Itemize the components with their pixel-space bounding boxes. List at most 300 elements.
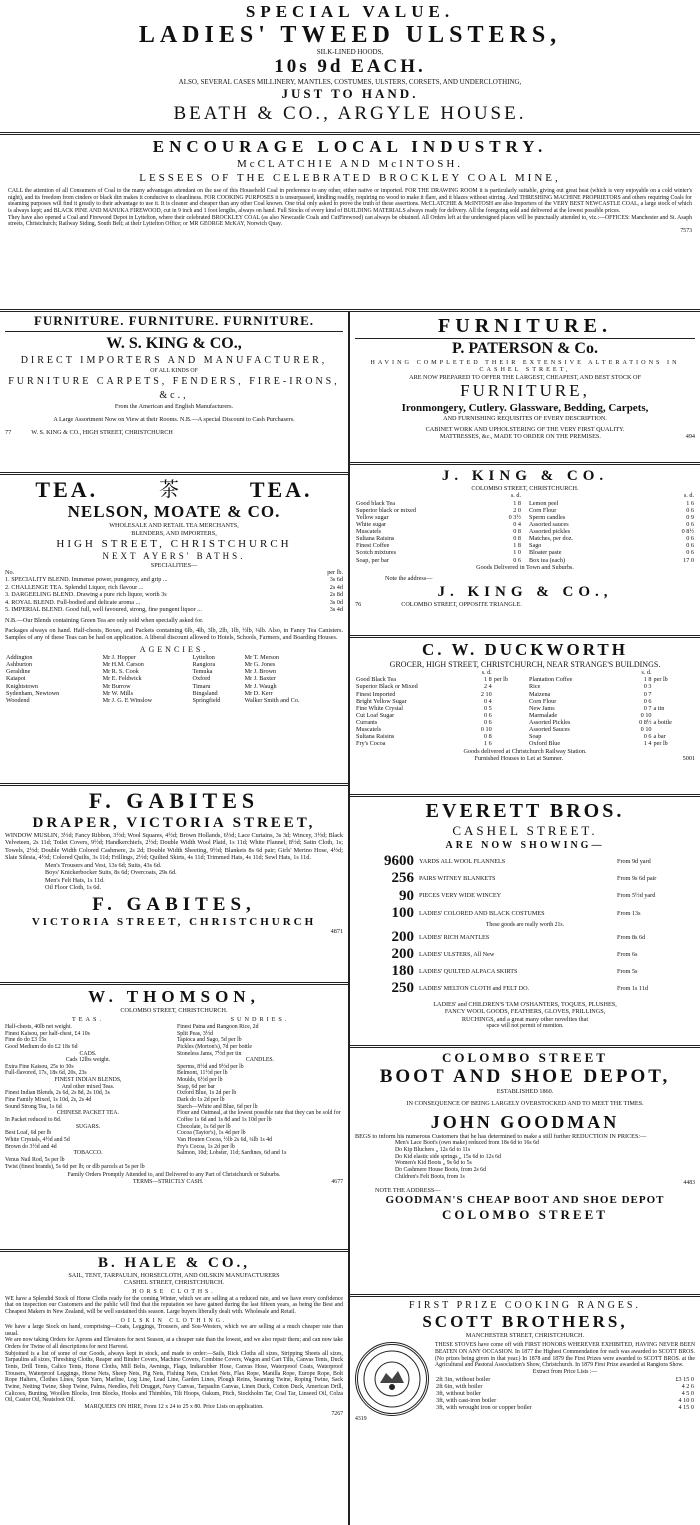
coal-body-2: They have also opened a Coal and Firewood Depot in Lyttelton, where their celebrated BROCKLEY COAL (as also Newcastle Coals and CutFirewood) can always be obtained. All Orders left at the undersigned places will be punctually attended to, viz.:—OFFICES: Manchester and St. Asaph streets, Christchurch; Railway Siding, South Belt; at their Lyttelton Office; or MR GEORGE McKAY, Norwich Quay. [8, 214, 692, 228]
table-row [5, 683, 343, 690]
table-cell: 0 6 [643, 697, 652, 705]
paterson-ad [350, 312, 700, 462]
ad-number: 4319 [355, 1416, 367, 1423]
everett-name: EVERETT BROS. [425, 800, 625, 822]
table-cell: Assorted Sauces [529, 726, 570, 734]
list-item: Fry's Cocoa, 1s 2d per lb [177, 1143, 235, 1150]
table-header-row [355, 669, 522, 676]
ad-number: 494 [685, 433, 695, 441]
table-cell: Box tea (each) [529, 556, 566, 564]
ad-number: 76 [355, 600, 362, 608]
king-goods: FURNITURE CARPETS, FENDERS, FIRE-IRONS, &c., [8, 375, 340, 401]
list-item: Coffee 1s 6d and 1s 8d and 1s 10d per lb [177, 1117, 272, 1124]
thomson-terms: TERMS—STRICTLY CASH. [133, 1178, 204, 1185]
hale-ad [0, 1252, 348, 1419]
table-row [5, 675, 343, 682]
table-cell: 0 6 [483, 711, 492, 719]
price-line: 10s 9d EACH. [274, 56, 426, 78]
list-item: Split Peas, 3½d [177, 1030, 214, 1037]
table-cell: 0 6 [686, 542, 694, 550]
tea-no-label: No. [5, 568, 15, 576]
table-cell: 4 15 0 [678, 1404, 694, 1412]
king-address: W. S. KING & CO., HIGH STREET, CHRISTCHURCH [31, 429, 173, 437]
table-row [5, 654, 343, 661]
list-item: Tapioca and Sago, 5d per lb [177, 1037, 242, 1044]
everett-foot-2: FANCY WOOL GOODS, FEATHERS, GLOVES, FRILLINGS, [444, 1008, 606, 1016]
table-cell: Finest Imported [356, 690, 396, 698]
list-item: FINEST INDIAN BLENDS, [54, 1077, 122, 1084]
table-cell: 0 4 [513, 520, 521, 528]
table-cell [493, 691, 522, 698]
table-cell: 1 8 [643, 676, 652, 684]
chinese-character-icon: 茶 [158, 478, 179, 501]
first-prize: FIRST PRIZE COOKING RANGES. [409, 1300, 641, 1311]
table-cell: 0 6 [513, 556, 521, 564]
table-cell: Oxford [192, 675, 211, 683]
boot-consequence: IN CONSEQUENCE OF BEING LARGELY OVERSTOCKED AND TO MEET THE TIMES. [406, 1100, 644, 1108]
left-column [0, 312, 348, 1525]
table-row [528, 698, 695, 705]
table-cell: s. d. [510, 492, 521, 500]
paterson-mattresses: MATTRESSES, &c., MADE TO ORDER ON THE PREMISES. [439, 433, 601, 441]
table-cell: Mr E. Feldwick [102, 675, 142, 683]
nelson-name: NELSON, MOATE & CO. [67, 502, 281, 522]
table-cell: 2 10 [480, 690, 492, 698]
table-cell: Mr J. G. E Winslow [102, 696, 153, 704]
costume-note: These goods are really worth 21s. [485, 922, 565, 928]
table-cell: 0 7 [643, 704, 652, 712]
coal-ad [0, 135, 700, 237]
table-cell [493, 705, 522, 712]
list-item: Oxford Blue, 1s 2d per lb [177, 1090, 237, 1097]
ad-number: 7573 [680, 228, 692, 235]
table-cell: Yellow sugar [356, 513, 389, 521]
table-cell: Sultana Raisins [356, 733, 395, 741]
jking-right-table [528, 492, 695, 563]
table-cell: 0 8 [513, 535, 521, 543]
table-cell: Ashburton [6, 661, 33, 669]
table-cell: Sultana Raisins [356, 535, 395, 543]
table-cell: Mr G. Jones [244, 661, 276, 669]
list-item: Venus Nail Rod, 5s per lb [5, 1157, 65, 1163]
table-cell: Lemon peel [529, 499, 559, 507]
tea-heading-right: TEA. [249, 477, 313, 502]
list-item: 4. ROYAL BLEND. Full-bodied and delicate aroma ... 3s 0d [5, 598, 343, 606]
table-cell: 3ft, with cast-iron boiler [436, 1397, 497, 1405]
table-cell [653, 669, 696, 676]
table-cell: 0 9 [686, 513, 694, 521]
table-cell [653, 712, 696, 719]
right-column [350, 312, 700, 1525]
ad-number: 5001 [682, 755, 695, 762]
table-cell [493, 719, 522, 726]
table-cell: Geraldine [6, 668, 31, 676]
table-row [5, 690, 343, 697]
list-item: Fine Family Mixed, 1s 10d, 2s, 2s 4d [5, 1097, 92, 1104]
list-item: 256 PAIRS WITNEY BLANKETS From 9s 6d pair [391, 870, 657, 887]
table-cell: 2 0 [513, 506, 521, 514]
table-cell [493, 683, 522, 690]
table-row [528, 726, 695, 733]
table-cell: Good black Tea [356, 499, 395, 507]
gabites-men-4: Oil Floor Cloth, 1s 6d. [45, 884, 102, 892]
king-view: A Large Assortment Now on View at their Rooms. N.B.—A special Discount to Cash Purchasers. [53, 416, 295, 424]
table-cell: a tin [653, 704, 665, 712]
scott-extract: Extract from Price Lists :— [532, 1369, 598, 1376]
list-item: Full-flavored, 17s, 18s 6d, 20s, 23s [5, 1070, 87, 1077]
table-cell: 0 6 [686, 535, 694, 543]
duckworth-delivered: Goods delivered at Christchurch Railway Station. [463, 747, 587, 755]
goodman-name: JOHN GOODMAN [430, 1111, 620, 1132]
table-row [435, 1404, 695, 1411]
table-cell: Currants [356, 719, 378, 727]
list-item: Half-chests, 40lb net weight. [5, 1023, 72, 1030]
table-cell: Woodend [6, 696, 30, 704]
just-to-hand: JUST TO HAND. [281, 86, 419, 102]
duckworth-left-table [355, 669, 522, 747]
everett-ad [350, 797, 700, 1045]
table-row [528, 521, 695, 528]
scott-body: THESE STOVES have come off with FIRST HONORS WHEREVER EXHIBITED, HAVING NEVER BEEN BEATEN ON ANY OCCASION. In 1877 the Highest Commendation for each was awarded to SCOTT BROS. (No prizes being given in that year.) In 1878 and 1879 the First Prizes were awarded to SCOTT BROS. at the Agricultural and Pastoral Association's Show, Christchurch. In 1879 First Prize awarded at Rangiora Show. [435, 1342, 695, 1369]
table-row [528, 514, 695, 521]
table-cell: Assorted sauces [529, 520, 569, 528]
list-item: 200 LADIES' ULSTERS, All New From 6s [391, 945, 638, 962]
jking-name: J. KING & CO. [441, 468, 609, 484]
tea-sub-1: WHOLESALE AND RETAIL TEA MERCHANTS, [109, 522, 239, 530]
boot-price-list [355, 1140, 695, 1180]
gabites-men-3: Men's Felt Hats, 1s 11d. [45, 876, 105, 884]
table-cell: 0 10 [640, 726, 652, 734]
table-cell [493, 712, 522, 719]
table-cell: Rice [529, 683, 541, 691]
lessees-line: LESSEES OF THE CELEBRATED BROCKLEY COAL MINE, [139, 172, 561, 185]
scott-price-table [435, 1376, 695, 1412]
table-cell: Mr T. Merson [244, 654, 279, 662]
list-item: Best Loaf, 6d per lb [5, 1130, 52, 1137]
list-item: Twist (finest brands), 5s 6d per lb; or dlb parcels at 5s per lb [5, 1163, 145, 1170]
thomson-ad [0, 985, 348, 1249]
paterson-iron: Ironmongery, Cutlery. Glassware, Bedding, Carpets, [401, 402, 649, 415]
table-cell: 0 5 [483, 704, 492, 712]
list-item: 90 PIECES VERY WIDE WINCEY From 5½d yard [399, 887, 656, 904]
table-cell: s. d. [683, 492, 694, 500]
agricultural-association-seal [355, 1342, 429, 1416]
table-cell: 0 3 [643, 683, 652, 691]
mcclatchie-names: McCLATCHIE AND McINTOSH. [236, 158, 464, 171]
table-cell: Corn Flour [529, 697, 557, 705]
table-header-row [528, 669, 695, 676]
list-item: Sperms, 8½d and 9½d per lb [177, 1063, 244, 1070]
table-row [5, 661, 343, 668]
list-item: Extra Fine Kaisou, 25s to 30s [5, 1063, 74, 1070]
list-item: 100 LADIES' COLORED AND BLACK COSTUMES From 13s [391, 904, 641, 921]
special-value-ad [0, 0, 700, 128]
everett-foot-1: LADIES' and CHILDREN'S TAM O'SHANTERS, TOQUES, PLUSHES, [433, 1000, 617, 1008]
table-cell: Mr J. Waugh [244, 682, 277, 690]
list-item: 1. SPECIALITY BLEND. Immense power, pungency, and grip ... 3s 6d [5, 576, 343, 584]
table-cell [355, 669, 470, 676]
table-row [355, 733, 522, 740]
table-cell: Mr J. Brown [244, 668, 277, 676]
ulsters-heading: LADIES' TWEED ULSTERS, [138, 22, 562, 48]
divider [5, 331, 343, 332]
oilskin-heading: OILSKIN CLOTHING. [120, 1317, 228, 1324]
table-cell: a bottle [653, 719, 672, 727]
list-item: Finest Kaisou, per half-chest, £4 10s [5, 1030, 90, 1037]
encourage-heading: ENCOURAGE LOCAL INDUSTRY. [152, 137, 548, 157]
boot-depot-title: BOOT AND SHOE DEPOT, [379, 1066, 671, 1087]
table-row [528, 719, 695, 726]
table-cell [355, 492, 491, 499]
table-cell: 1 8 [483, 676, 492, 684]
table-row [435, 1383, 695, 1390]
table-cell [493, 733, 522, 740]
agencies-title: AGENCIES. [139, 644, 209, 654]
gabites-body: WINDOW MUSLIN, 3½d; Fancy Ribbon, 3½d; Wool Squares, 4½d; Brown Hollands, 6½d; Lace Curtains, 3s 3d; Wincey, 3½d; Black Velveteen, 2s 11d; Toilet Covers, 9½d; Handkerchiefs, 2½d; Double Width Wool Plaid, 1s 11d; White Flannel, 8½d; Satin Cloth, 1s; Towels, 2½d; Double Width Colored Cashmere, 2s 2d; Double Width Sheeting, 9½d; Blankets 8s 6d pair; Girls' Merino Hose, 4½d; Slate Silesia, 4½d; Colored Quilts, 3s 11d; Frillings, 2½d; Quilted Skirts, 4s 11d; Trimmed Hats, 4s 11d; Sewl Hats, 1s 11d. [5, 832, 343, 862]
list-item: Do Kip Bluchers „ 12s 6d to 11s [395, 1146, 471, 1153]
boot-colombo-2: COLOMBO STREET [442, 1206, 608, 1222]
horse-cloths-heading: HORSE CLOTHS. [132, 1288, 216, 1295]
table-cell: 1 0 [513, 549, 521, 557]
king-kinds: OF ALL KINDS OF [150, 367, 198, 374]
table-cell: 2ft 6in, with boiler [436, 1382, 483, 1390]
hale-p3: We are now taking Orders for Aprons and Elevators for next Season, at a cheaper rate than the lowest, and we also repair them; and can now take Orders for Twine of all descriptions for next Harvest. [5, 1337, 343, 1351]
table-header-row [528, 492, 695, 499]
table-cell: Bright Yellow Sugar [356, 697, 407, 705]
table-row [355, 507, 522, 514]
table-cell: Sago [529, 542, 542, 550]
table-cell: Mr D. Kerr [244, 689, 273, 697]
table-row [355, 528, 522, 535]
table-row [355, 683, 522, 690]
also-line: ALSO, SEVERAL CASES MILLINERY, MANTLES, COSTUMES, ULSTERS, CORSETS, AND UNDERCLOTHING, [178, 78, 522, 87]
table-row [528, 712, 695, 719]
goodman-begs: BEGS to inform his numerous Customers that he has determined to make a still further REDUCTION IN PRICES:— [355, 1132, 647, 1140]
duckworth-sub: GROCER, HIGH STREET, CHRISTCHURCH, NEAR STRANGE'S BUILDINGS. [389, 660, 661, 669]
list-item: Women's Kid Boots „ 9s 6d to 5s [395, 1160, 472, 1167]
table-header-row [355, 492, 522, 499]
table-cell: Plantation Coffee [529, 676, 573, 684]
table-row [355, 542, 522, 549]
jking-address: COLOMBO STREET, CHRISTCHURCH. [471, 485, 579, 492]
ad-number: 77 [5, 429, 12, 437]
table-cell: 0 10 [640, 711, 652, 719]
table-cell: £3 15 0 [675, 1375, 694, 1383]
ad-number: 7267 [331, 1410, 343, 1417]
king-name: W. S. KING & CO., [106, 334, 242, 352]
table-cell: 1 6 [483, 740, 492, 748]
table-cell: 3ft, without boiler [436, 1389, 481, 1397]
table-cell: 4 10 0 [678, 1397, 694, 1405]
list-item: Van Houten Cocoa, ½lb 2s 6d, ¼lb 1s 4d [177, 1137, 272, 1144]
table-cell: Marmalade [529, 711, 558, 719]
table-cell [493, 698, 522, 705]
king-from: From the American and English Manufacturers. [114, 402, 234, 410]
list-item: Flour and Oatmeal, at the lowest possible rate that they can be sold for [177, 1110, 341, 1117]
everett-foot-3: RUCHINGS, and a great many other novelties that [461, 1015, 589, 1023]
table-cell: 1 8 [513, 542, 521, 550]
table-row [355, 705, 522, 712]
list-item: White Crystals, 4½d and 5d [5, 1137, 70, 1144]
table-cell: Muscatels [356, 726, 382, 734]
table-cell: 0 10 [480, 726, 492, 734]
jking-left-table [355, 492, 522, 563]
table-cell: Soap [529, 733, 542, 741]
table-cell: 0 6 [686, 549, 694, 557]
list-item: CHINESE PACKET TEA. [57, 1110, 119, 1117]
table-row [528, 507, 695, 514]
jking-note: Note the address— [385, 575, 433, 583]
table-cell: 2ft 3in, without boiler [436, 1375, 491, 1383]
jking-ad [350, 465, 700, 635]
table-cell: Springfield [192, 696, 221, 704]
list-item: Cocoa (Tayior's), 1s 4d per lb [177, 1130, 246, 1137]
table-cell: 1 8 [513, 499, 521, 507]
goodman-depot: GOODMAN'S CHEAP BOOT AND SHOE DEPOT [385, 1194, 665, 1207]
list-item: CANDLES. [245, 1057, 275, 1064]
list-item: In Packet reduced to 8d. [5, 1117, 62, 1124]
list-item: Pickles (Morton's), 7d per bottle [177, 1043, 252, 1050]
list-item: Belmont, 11½d per lb [177, 1070, 228, 1077]
table-cell: White sugar [356, 520, 387, 528]
table-row [355, 691, 522, 698]
everett-street: CASHEL STREET. [452, 823, 598, 838]
table-cell [528, 669, 623, 676]
table-cell: 17 0 [683, 556, 694, 564]
scott-ad [350, 1297, 700, 1425]
table-row [355, 535, 522, 542]
table-row [435, 1376, 695, 1383]
table-row [5, 697, 343, 704]
scott-address: MANCHESTER STREET, CHRISTCHURCH. [465, 1332, 585, 1339]
table-cell: Rangiora [192, 661, 216, 669]
table-cell: 3ft, with wrought iron or copper boiler [436, 1404, 532, 1412]
everett-list [355, 853, 695, 998]
table-cell: Knightstown [6, 682, 38, 690]
table-cell [653, 691, 696, 698]
thomson-sundries-column [177, 1016, 343, 1170]
paterson-p2: ARE NOW PREPARED TO OFFER THE LARGEST, CHEAPEST, AND BEST STOCK OF [409, 373, 641, 381]
table-row [528, 740, 695, 747]
tea-specialities: SPECIALITIES— [150, 561, 198, 569]
hale-p2: We have a large Stock on hand, comprising—Coats, Leggings, Trousers, and Sou-Westers, which we are selling at a much cheaper rate than usual. [5, 1324, 343, 1337]
table-row [528, 705, 695, 712]
table-cell: Mr J. Baxter [244, 675, 276, 683]
table-cell [493, 726, 522, 733]
table-cell: Assorted pickles [529, 528, 571, 536]
table-cell: 1 6 [686, 499, 694, 507]
table-cell: s. d. [481, 669, 492, 677]
hale-address: CASHEL STREET, CHRISTCHURCH. [123, 1279, 225, 1287]
table-cell: Temuka [192, 668, 213, 676]
thomson-family: Family Orders Promptly Attended to, and Delivered to any Part of Christchurch or Suburbs. [67, 1172, 281, 1179]
table-cell [493, 740, 522, 747]
top-section [0, 0, 700, 312]
tea-nb: N.B.—Our Blends containing Green Tea are only sold when specially asked for. [5, 616, 204, 624]
table-row [528, 683, 695, 690]
table-cell: 0 3½ [508, 513, 521, 521]
duckworth-ad [350, 638, 700, 794]
table-cell: 0 8 [513, 528, 521, 536]
table-cell: Oxford Blue [529, 740, 561, 748]
boot-colombo: COLOMBO STREET [442, 1050, 608, 1065]
table-cell: Matches, per doz. [529, 535, 573, 543]
table-cell: Timaru [192, 682, 211, 690]
list-item: Fine do do £3 15s [5, 1037, 47, 1044]
ad-number: 4677 [331, 1178, 343, 1185]
table-cell: 0 4 [483, 697, 492, 705]
sundries-heading: SUNDRIES. [230, 1016, 290, 1024]
tea-heading-left: TEA. [35, 477, 99, 502]
table-row [355, 712, 522, 719]
paterson-p1: HAVING COMPLETED THEIR EXTENSIVE ALTERATIONS IN CASHEL STREET, [370, 359, 680, 374]
gabites-name: F. GABITES [88, 788, 260, 813]
table-cell: Finest Coffee [356, 542, 390, 550]
table-row [355, 698, 522, 705]
table-cell: per lb [653, 740, 668, 748]
tea-next: NEXT AYERS' BATHS. [102, 551, 246, 562]
list-item: Stoneless Jams, 7½d per tin [177, 1050, 242, 1057]
table-row [528, 500, 695, 507]
list-item: Do Kid elastic side springs „ 15s 6d to 12s 6d [395, 1153, 501, 1160]
tea-street: HIGH STREET, CHRISTCHURCH [56, 538, 292, 551]
table-cell: 1 4 [643, 740, 652, 748]
table-cell: New Jams [529, 704, 555, 712]
duckworth-name: C. W. DUCKWORTH [422, 640, 628, 659]
table-cell: 4 5 0 [681, 1389, 694, 1397]
table-cell [653, 726, 696, 733]
table-cell: Corn Flour [529, 506, 557, 514]
gabites-street-2: VICTORIA STREET, CHRISTCHURCH [31, 915, 317, 928]
list-item: 200 LADIES' RICH MANTLES From 8s 6d [391, 928, 646, 945]
table-row [435, 1397, 695, 1404]
table-cell: Bloater paste [529, 549, 562, 557]
nelson-moate-tea-ad [0, 475, 348, 783]
table-row [528, 676, 695, 683]
table-cell: Fine White Crystal [356, 704, 403, 712]
seal-emblem-icon [362, 1349, 422, 1409]
table-row [355, 726, 522, 733]
list-item: CADS. [79, 1050, 97, 1057]
table-row [528, 535, 695, 542]
table-cell: 0 8½ [639, 719, 652, 727]
table-cell: Assorted Pickles [529, 719, 571, 727]
table-cell: 4 2 6 [681, 1382, 694, 1390]
table-cell: 0 8 [483, 733, 492, 741]
paterson-name: P. PATERSON & Co. [452, 340, 598, 357]
duckworth-right-table [528, 669, 695, 747]
tea-perlb-label: per lb. [327, 568, 343, 576]
king-importers: DIRECT IMPORTERS AND MANUFACTURER, [20, 354, 328, 366]
table-cell: Good Black Tea [356, 676, 397, 684]
list-item: Chocolate, 1s 6d per lb [177, 1123, 231, 1130]
gabites-name-2: F. GABITES, [92, 893, 256, 915]
ad-number: 4483 [683, 1180, 695, 1187]
table-row [528, 542, 695, 549]
table-cell: 0 6 [686, 520, 694, 528]
list-item: Good Medium do do £2 18s 6d [5, 1043, 78, 1050]
paterson-cabinet: CABINET WORK AND UPHOLSTERING OF THE VERY FIRST QUALITY. [425, 425, 625, 433]
list-item: Brown do 3½d and 4d [5, 1143, 57, 1150]
table-cell: Bingsland [192, 689, 218, 697]
table-cell: Fry's Cocoa [356, 740, 386, 748]
hale-p4: Subjoined is a list of some of our Goods, always kept in stock, and made to order:—Sails, Rick Cloths all sizes, Stripping Sheets all sizes, Tarpaulins all sizes, Threshing Cloths, Reaper and Binder Covers, Machine Covers, Combine Covers, Wagon and Cart Tilts, Canvas Tents, Duck Tents, Drill Tents, Calico Tents, Horse Cloths, Mill Belts, Awnings, Flags, Indiarubber Hose, Canvas Hose, Waterproof Coats, Waterproof Trousers, Waterproof Leggings, Horse Nets, Sheep Nets, Pig Nets, Fishing Nets, Cricket Nets, Flax Rope, Manilla Rope, Europe Rope, Bolt Rope Halters, Clothes Lines, Spun Yarn, Marline, Log Line, Lead Line, Garden Lines, Plough Reins, Seaming Twine, Roping Twine, Sack Twine, Netting Twine, Shop Twine, Palms, Needles, Felt Drugget, Navy Canvas, Tarpaulin Canvas, Linen Duck, Cotton Duck, American Drill, Calicoes, Bunting, Woollen Blocks, Iron Blocks, Hooks and Thimbles, Tilt Hoops, Oakum, Pitch, Stockholm Tar, Coal Tar, Linseed Oil, Colza Oil, Castor Oil, Neatsfoot Oil. [5, 1350, 343, 1404]
table-cell: Sperm candles [529, 513, 566, 521]
table-cell [493, 669, 522, 676]
table-cell: Sydenham, Newtown [6, 689, 60, 697]
thomson-address: COLOMBO STREET, CHRISTCHURCH. [120, 1007, 228, 1014]
boot-note: NOTE THE ADDRESS— [375, 1186, 441, 1194]
